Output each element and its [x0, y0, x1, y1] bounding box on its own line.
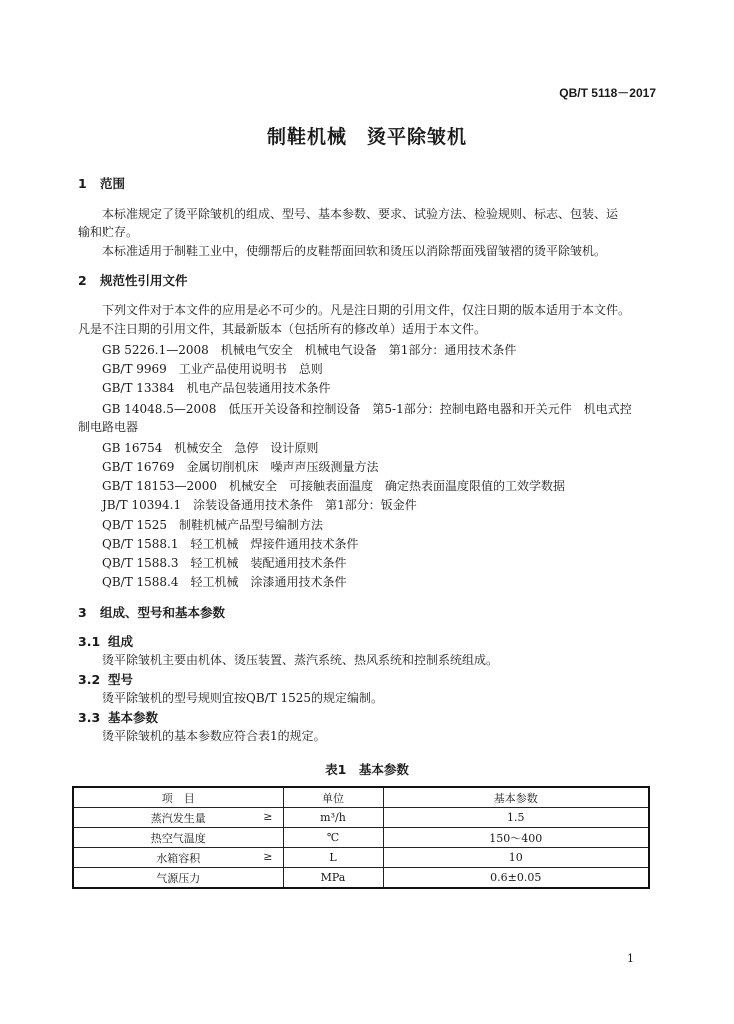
table-row — [73, 808, 649, 828]
reference-item: GB 16754 机械安全 急停 设计原则 — [102, 441, 319, 455]
section-1-heading — [78, 174, 125, 192]
subsection-title: 型号 — [108, 672, 134, 687]
item-cell — [73, 848, 283, 868]
reference-item: QB/T 1588.3 轻工机械 装配通用技术条件 — [102, 556, 347, 570]
section-2-heading — [78, 271, 188, 289]
unit-cell: L — [283, 848, 383, 868]
subsection-number: 3.1 — [78, 634, 101, 649]
reference-item: GB 14048.5—2008 低压开关设备和控制设备 第5-1部分：控制电路电器和开关元件 机电式控 — [102, 402, 632, 416]
value-cell: 0.6±0.05 — [383, 868, 649, 889]
paragraph: 烫平除皱机的基本参数应符合表1的规定。 — [102, 729, 326, 743]
reference-item: GB/T 13384 机电产品包装通用技术条件 — [102, 381, 331, 395]
paragraph: 下列文件对于本文件的应用是必不可少的。凡是注日期的引用文件，仅注日期的版本适用于本文件。 — [102, 303, 631, 317]
unit-cell: MPa — [283, 868, 383, 889]
value-cell: 1.5 — [383, 808, 649, 828]
reference-item: QB/T 1588.1 轻工机械 焊接件通用技术条件 — [102, 537, 359, 551]
section-number: 2 — [78, 273, 87, 288]
subsection-3-2-heading — [78, 670, 133, 688]
page-number: 1 — [627, 952, 634, 965]
table-caption: 表1 基本参数 — [325, 762, 409, 777]
item-name: 水箱容积 — [156, 851, 201, 865]
column-header-unit: 单位 — [283, 787, 383, 808]
comparison-symbol: ≥ — [263, 810, 273, 823]
subsection-number: 3.2 — [78, 672, 101, 687]
unit-cell: ℃ — [283, 828, 383, 848]
item-cell — [73, 828, 283, 848]
item-cell — [73, 868, 283, 889]
basic-parameters-table — [72, 786, 650, 889]
standard-code: QB/T 5118－2017 — [559, 86, 656, 100]
reference-item: GB/T 16769 金属切削机床 噪声声压级测量方法 — [102, 460, 379, 474]
paragraph: 烫平除皱机主要由机体、烫压装置、蒸汽系统、热风系统和控制系统组成。 — [102, 653, 499, 667]
item-name: 蒸汽发生量 — [150, 811, 206, 825]
paragraph: 烫平除皱机的型号规则宜按QB/T 1525的规定编制。 — [102, 691, 384, 705]
reference-item: QB/T 1588.4 轻工机械 涂漆通用技术条件 — [102, 575, 347, 589]
table-row — [73, 848, 649, 868]
document-title: 制鞋机械 烫平除皱机 — [266, 126, 467, 148]
subsection-3-3-heading — [78, 708, 158, 726]
subsection-number: 3.3 — [78, 710, 101, 725]
paragraph: 本标准规定了烫平除皱机的组成、型号、基本参数、要求、试验方法、检验规则、标志、包装、运 — [102, 207, 619, 221]
value-cell: 10 — [383, 848, 649, 868]
item-name: 热空气温度 — [150, 831, 206, 845]
value-cell: 150～400 — [383, 828, 649, 848]
subsection-title: 基本参数 — [108, 710, 159, 725]
column-header-item: 项 目 — [73, 787, 283, 808]
subsection-3-1-heading — [78, 632, 133, 650]
section-title: 组成、型号和基本参数 — [100, 605, 226, 620]
subsection-title: 组成 — [108, 634, 134, 649]
paragraph: 输和贮存。 — [78, 225, 139, 239]
unit-cell: m³/h — [283, 808, 383, 828]
section-number: 1 — [78, 176, 87, 191]
column-header-value: 基本参数 — [383, 787, 649, 808]
item-cell — [73, 808, 283, 828]
section-title: 规范性引用文件 — [100, 273, 188, 288]
section-3-heading — [78, 603, 225, 621]
reference-item: 制电路电器 — [78, 420, 139, 434]
reference-item: GB/T 18153—2000 机械安全 可接触表面温度 确定热表面温度限值的工效学数据 — [102, 479, 565, 493]
paragraph: 本标准适用于制鞋工业中，使绷帮后的皮鞋帮面回软和烫压以消除帮面残留皱褶的烫平除皱机。 — [102, 244, 607, 258]
table-row — [73, 828, 649, 848]
reference-item: JB/T 10394.1 涂装设备通用技术条件 第1部分：钣金件 — [102, 498, 417, 512]
paragraph: 凡是不注日期的引用文件，其最新版本（包括所有的修改单）适用于本文件。 — [78, 322, 487, 336]
table-row — [73, 868, 649, 889]
reference-item: GB 5226.1—2008 机械电气安全 机械电气设备 第1部分：通用技术条件 — [102, 343, 517, 357]
section-number: 3 — [78, 605, 87, 620]
item-name: 气源压力 — [156, 871, 201, 885]
reference-item: QB/T 1525 制鞋机械产品型号编制方法 — [102, 518, 324, 532]
comparison-symbol: ≥ — [263, 850, 273, 863]
reference-item: GB/T 9969 工业产品使用说明书 总则 — [102, 362, 323, 376]
section-title: 范围 — [100, 176, 126, 191]
table-header-row — [73, 787, 649, 808]
